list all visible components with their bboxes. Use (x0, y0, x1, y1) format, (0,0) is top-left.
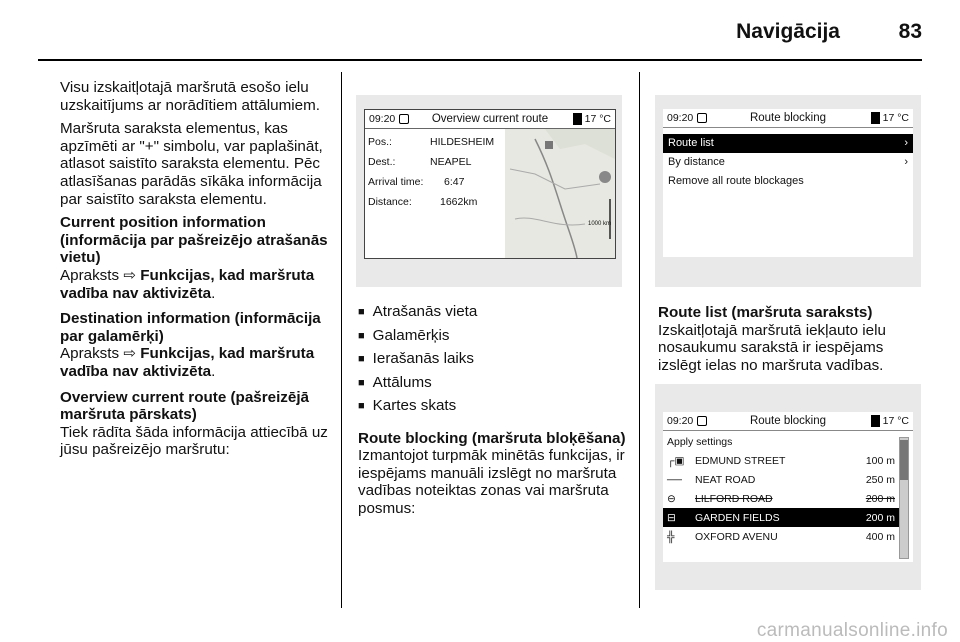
intro-paragraph: Visu izskaitļotajā maršrutā esošo ielu uzskaitījums ar norādītiem attālumiem. (60, 79, 320, 114)
route-blocking-heading: Route blocking (maršruta bloķēšana) (358, 429, 626, 447)
map-scale: 1000 km (587, 221, 611, 227)
right-column (658, 304, 920, 374)
table-row[interactable]: ⊟ GARDEN FIELDS 200 m (663, 508, 899, 527)
reference-arrow-icon: ⇨ (123, 266, 137, 284)
route-list-body: Izskaitļotajā maršrutā iekļauto ielu nosaukumu sarakstā ir iespējams izslēgt ielas no maršruta vadības. (658, 321, 886, 374)
list-item: ■ Attālums (358, 371, 636, 395)
list-item: ■ Galamērķis (358, 324, 636, 348)
car-icon (871, 415, 880, 427)
table-row[interactable]: ┌▣ EDMUND STREET 100 m (667, 454, 895, 467)
label-dest: Dest.: (368, 156, 396, 168)
watermark: carmanualsonline.info (756, 620, 948, 641)
screen-title: Route blocking (749, 415, 827, 427)
car-icon (871, 112, 880, 124)
screenshot-panel-route-list (655, 384, 921, 590)
reference-arrow-icon: ⇨ (123, 345, 137, 363)
screenshot-panel-route-blocking (655, 95, 921, 287)
overview-bullet-list (358, 300, 636, 418)
turn-icon: ┌▣ (667, 454, 685, 467)
car-icon (573, 113, 582, 125)
scrollbar[interactable] (899, 437, 909, 559)
display-route-blocking (663, 109, 913, 257)
header-rule (38, 59, 922, 61)
value-pos: HILDESHEIM (430, 136, 495, 148)
reference-link[interactable]: Funkcijas, kad maršruta vadība nav aktivizēta (60, 345, 315, 380)
table-row[interactable]: ⊖ LILFORD ROAD 200 m (667, 492, 895, 505)
chevron-right-icon: › (904, 156, 908, 168)
destination-heading: Destination information (informācija par galamērķi) (60, 310, 321, 345)
blocked-icon: ⊖ (667, 492, 676, 505)
overview-route-body: Tiek rādīta šāda informācija attiecībā uz jūsu pašreizējo maršrutu: (60, 423, 328, 459)
display-route-list (663, 412, 913, 562)
column-divider-2 (639, 72, 640, 608)
label-pos: Pos.: (368, 136, 392, 148)
screenshot-panel-overview (356, 95, 622, 287)
value-dest: NEAPEL (430, 156, 472, 168)
reference-link[interactable]: Funkcijas, kad maršruta vadība nav aktivizēta (60, 266, 315, 302)
current-position-heading: Current position information (informācija par pašreizējo atrašanās vietu) (60, 214, 328, 267)
junction-icon: ╬ (667, 530, 675, 543)
expand-icon: ⊟ (667, 511, 676, 524)
value-arrival: 6:47 (444, 176, 465, 188)
road-line-icon: ── (667, 473, 682, 486)
temperature: 17 °C (882, 415, 909, 427)
table-row[interactable]: ── NEAT ROAD 250 m (667, 473, 895, 486)
status-bar (365, 110, 615, 129)
page-header-title: Navigācija (736, 20, 840, 43)
map-drawing (505, 129, 615, 258)
display-overview-route (364, 109, 616, 259)
expand-paragraph: Maršruta saraksta elementus, kas apzīmēti ar "+" simbolu, var paplašināt, atlasot saistīto saraksta elementu. Pēc atlasīšanas parādās sīkāka informācija par saistīto saraksta elementu. (60, 120, 323, 208)
screen-title: Overview current route (431, 113, 549, 125)
status-bar (663, 109, 913, 128)
value-distance: 1662km (440, 196, 478, 208)
current-position-desc: Apraksts ⇨ Funkcijas, kad maršruta vadība nav aktivizēta. (60, 266, 315, 302)
middle-column (358, 300, 636, 517)
clock-time: 09:20 (667, 415, 694, 427)
route-info (368, 132, 504, 212)
page-number: 83 (898, 20, 922, 43)
left-column (60, 79, 332, 459)
route-blocking-body: Izmantojot turpmāk minētās funkcijas, ir iespējams manuāli izslēgt no maršruta vadības noteiktas zonas vai maršruta posmus: (358, 447, 625, 517)
list-item: ■ Atrašanās vieta (358, 300, 636, 324)
temperature: 17 °C (882, 112, 909, 124)
road-list (663, 433, 899, 546)
column-divider-1 (341, 72, 342, 608)
table-row[interactable]: ╬ OXFORD AVENU 400 m (667, 530, 895, 543)
menu-item-route-list[interactable]: Route list › (663, 134, 913, 153)
list-item: ■ Ierašanās laiks (358, 347, 636, 371)
status-bar (663, 412, 913, 431)
scrollbar-thumb[interactable] (900, 440, 908, 480)
screen-title: Route blocking (749, 112, 827, 124)
temperature: 17 °C (584, 113, 611, 125)
apply-settings-item[interactable]: Apply settings (667, 436, 733, 448)
menu-item-by-distance[interactable]: By distance › (663, 153, 913, 172)
list-item: ■ Kartes skats (358, 394, 636, 418)
label-distance: Distance: (368, 196, 412, 208)
route-list-heading: Route list (maršruta saraksts) (658, 304, 873, 321)
destination-desc: Apraksts ⇨ Funkcijas, kad maršruta vadība nav aktivizēta. (60, 345, 315, 380)
clock-time: 09:20 (369, 113, 396, 125)
menu-item-remove-blockages[interactable]: Remove all route blockages (668, 175, 804, 187)
map-view[interactable] (505, 129, 615, 258)
clock-time: 09:20 (667, 112, 694, 124)
overview-route-heading: Overview current route (pašreizējā maršruta pārskats) (60, 388, 310, 424)
label-arrival: Arrival time: (368, 176, 424, 188)
chevron-right-icon: › (904, 137, 908, 149)
